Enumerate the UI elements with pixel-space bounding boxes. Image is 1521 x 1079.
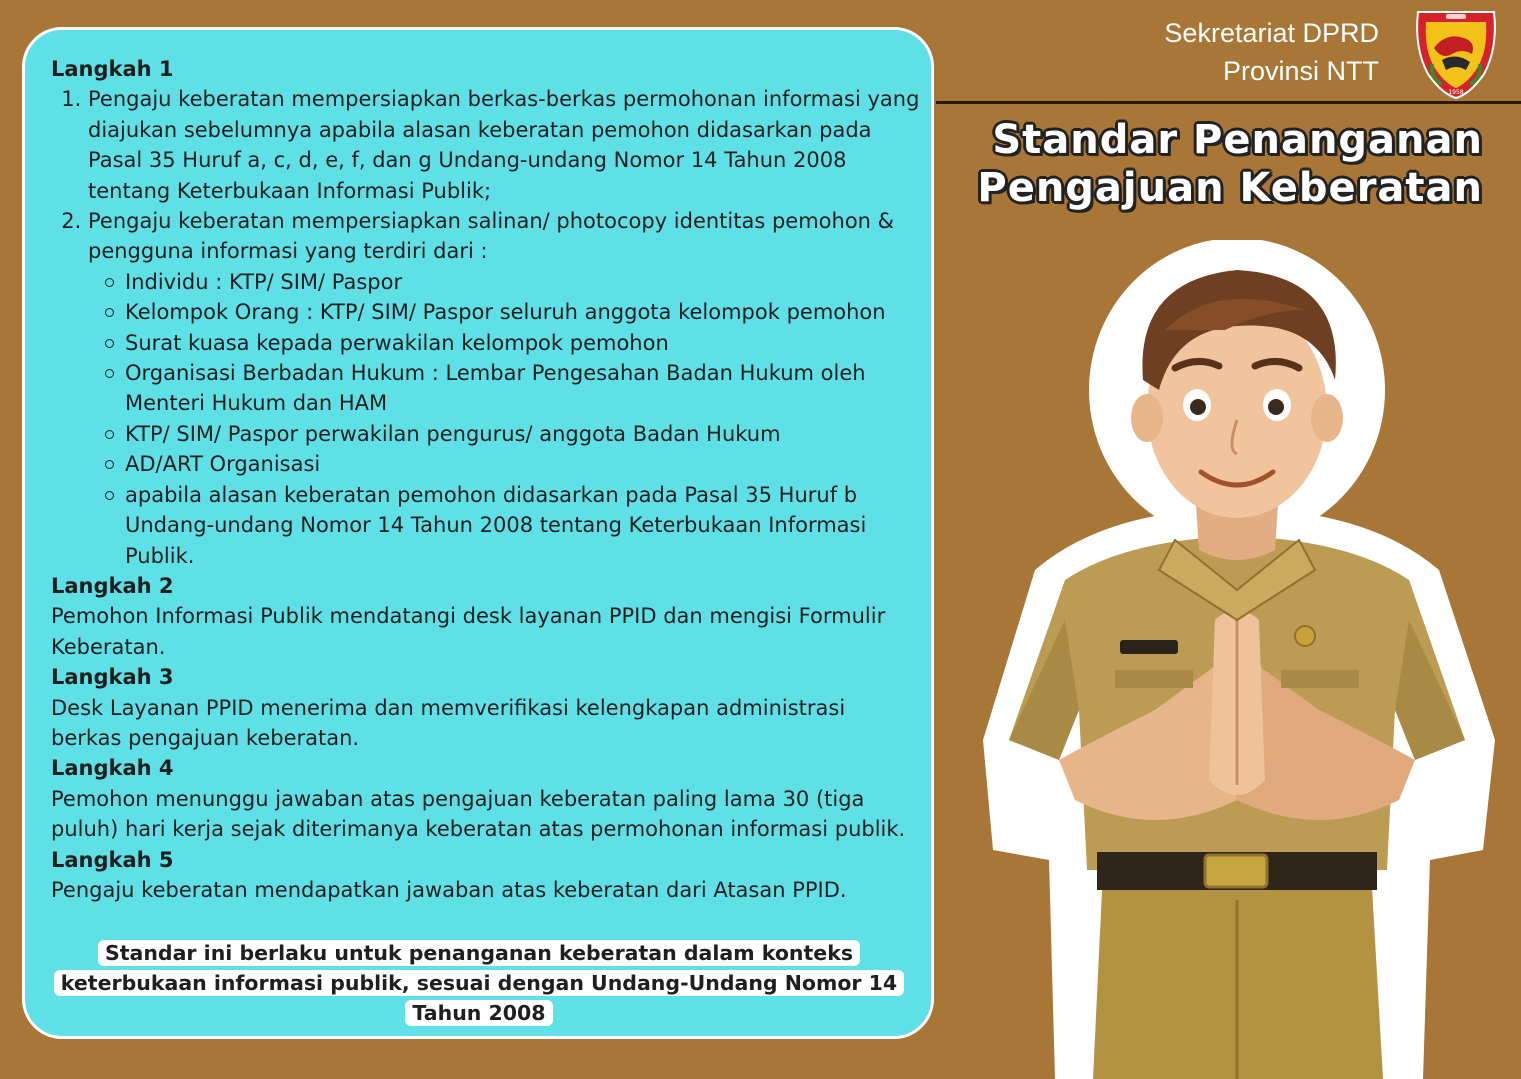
step-1-item-2 [88, 206, 921, 267]
title-line-2: Pengajuan Keberatan [977, 165, 1483, 211]
header-divider [936, 101, 1521, 104]
step-1-item-1: 1. Pengaju keberatan mempersiapkan berkas-berkas permohonan informasi yang diajukan sebelumnya apabila alasan keberatan pemohon didasarkan pada Pasal 35 Huruf a, c, d, e, f, dan g Undang-undang Nomor 14 Tahun 2008 tentang Keterbukaan Informasi Publik; [88, 84, 921, 206]
step-1-list [51, 84, 921, 266]
sublist-item: apabila alasan keberatan pemohon didasarkan pada Pasal 35 Huruf b Undang-undang Nomor 14 Tahun 2008 tentang Keterbukaan Informasi Publik. [125, 480, 921, 571]
step-2-text: Pemohon Informasi Publik mendatangi desk layanan PPID dan mengisi Formulir Keberatan. [51, 604, 886, 659]
step-5-text: Pengaju keberatan mendapatkan jawaban atas keberatan dari Atasan PPID. [51, 877, 847, 902]
sublist-item: Individu : KTP/ SIM/ Paspor [125, 267, 921, 297]
legal-note [39, 938, 919, 1028]
step-3-text: Desk Layanan PPID menerima dan memverifikasi kelengkapan administrasi berkas pengajuan keberatan. [51, 695, 846, 750]
step-1-title: Langkah 1 [51, 57, 174, 81]
identity-sublist [51, 267, 921, 571]
title-line-1: Standar Penanganan [992, 117, 1483, 163]
logo-year: 1958 [1448, 89, 1464, 96]
step-5-title: Langkah 5 [51, 847, 174, 872]
ntt-province-emblem-icon [1412, 8, 1500, 100]
step-2-title: Langkah 2 [51, 573, 174, 598]
civil-servant-greeting-illustration [975, 240, 1500, 1079]
sublist-item: KTP/ SIM/ Paspor perwakilan pengurus/ anggota Badan Hukum [125, 419, 921, 449]
step-1-item-2-text: Pengaju keberatan mempersiapkan salinan/ photocopy identitas pemohon & pengguna informasi yang terdiri dari : [88, 209, 895, 264]
sublist-item: AD/ART Organisasi [125, 449, 921, 479]
steps-panel [22, 27, 934, 1039]
legal-note-text: Standar ini berlaku untuk penanganan keberatan dalam konteks keterbukaan informasi publik, sesuai dengan Undang-Undang Nomor 14 Tahun 2008 [54, 940, 904, 1026]
sublist-item: Organisasi Berbadan Hukum : Lembar Pengesahan Badan Hukum oleh Menteri Hukum dan HAM [125, 358, 921, 419]
page-title [977, 116, 1483, 212]
organization-header [1164, 14, 1379, 90]
sublist-item: Surat kuasa kepada perwakilan kelompok pemohon [125, 328, 921, 358]
steps-content [51, 54, 921, 905]
step-4-text: Pemohon menunggu jawaban atas pengajuan keberatan paling lama 30 (tiga puluh) hari kerja sejak diterimanya keberatan atas permohonan informasi publik. [51, 786, 906, 842]
step-4-title: Langkah 4 [51, 756, 174, 781]
org-line-2: Provinsi NTT [1222, 56, 1379, 86]
org-line-1: Sekretariat DPRD [1164, 18, 1379, 48]
step-3-title: Langkah 3 [51, 665, 174, 690]
sublist-item: Kelompok Orang : KTP/ SIM/ Paspor seluruh anggota kelompok pemohon [125, 297, 921, 327]
